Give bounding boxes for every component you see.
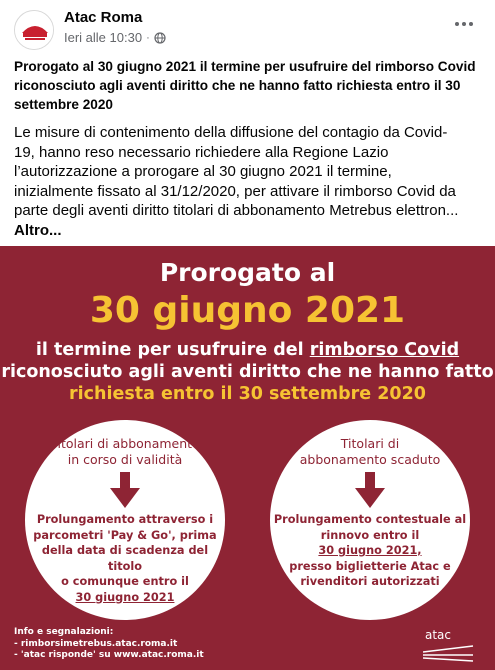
post-headline <box>14 57 484 114</box>
headline-line: settembre 2020 <box>14 97 113 112</box>
subtitle-text: il termine per usufruire del <box>35 340 310 360</box>
circle-detail-line: della data di scadenza del titolo <box>41 544 209 573</box>
headline-line: riconosciuto agli aventi diritto che ne hanno fatto richiesta entro il 30 <box>14 78 461 93</box>
body-line: inizialmente fissato al 31/12/2020, per attivare il rimborso Covid da <box>14 182 456 200</box>
circle-expired-subscription <box>270 420 470 620</box>
circle-detail <box>270 512 470 590</box>
circle-heading-line: Titolari di abbonamento <box>50 436 200 451</box>
body-line: 19, hanno reso necessario richiedere alla Regione Lazio <box>14 143 389 161</box>
atac-logo-icon <box>15 11 54 50</box>
page-name-link[interactable]: Atac Roma <box>64 9 143 26</box>
circle-valid-subscription <box>25 420 225 620</box>
post-meta <box>64 30 166 45</box>
avatar[interactable] <box>14 10 54 50</box>
arrow-down-icon <box>110 472 140 508</box>
info-line: - rimborsimetrebus.atac.roma.it <box>14 638 178 649</box>
image-title-date: 30 giugno 2021 <box>89 290 406 331</box>
info-line: - 'atac risponde' su www.atac.roma.it <box>14 650 204 660</box>
logo-stripes-icon <box>423 642 475 662</box>
post-timestamp[interactable]: Ieri alle 10:30 <box>64 30 143 45</box>
circle-detail-line: parcometri 'Pay & Go', prima <box>33 528 217 542</box>
atac-logo <box>423 628 475 660</box>
headline-line: Prorogato al 30 giugno 2021 il termine per usufruire del rimborso Covid <box>14 59 476 74</box>
image-subtitle-line3: richiesta entro il 30 settembre 2020 <box>69 384 426 404</box>
info-line: Info e segnalazioni: <box>14 627 114 637</box>
logo-text: atac <box>425 628 452 642</box>
circle-detail-line: rivenditori autorizzati <box>300 575 440 588</box>
circle-detail-line: rinnovo entro il <box>320 528 420 542</box>
post-body <box>14 123 488 240</box>
circle-detail <box>25 512 225 605</box>
circle-heading <box>25 436 225 468</box>
body-line: l’autorizzazione a prorogare al 30 giugno 2021 il termine, <box>14 163 392 180</box>
circle-heading-line: in corso di validità <box>67 452 183 467</box>
circle-heading <box>270 436 470 468</box>
post-image[interactable] <box>0 246 495 670</box>
info-contacts <box>14 627 204 662</box>
arrow-down-icon <box>355 472 385 508</box>
image-subtitle-line1 <box>0 340 495 360</box>
globe-icon[interactable] <box>154 32 166 44</box>
circle-detail-line: Prolungamento contestuale al <box>273 513 467 526</box>
circle-detail-date: 30 giugno 2021, <box>318 544 422 557</box>
body-line: Le misure di contenimento della diffusione del contagio da Covid- <box>14 124 448 141</box>
circle-detail-line: Prolungamento attraverso i <box>36 513 214 526</box>
body-line: parte degli aventi diritto titolari di abbonamento Metrebus elettron... <box>14 202 459 219</box>
post-header <box>0 0 495 52</box>
more-options-icon[interactable] <box>451 14 477 34</box>
see-more-link[interactable]: Altro... <box>14 221 62 239</box>
circle-heading-line: abbonamento scaduto <box>299 452 441 467</box>
circle-detail-date: 30 giugno 2021 <box>75 590 175 604</box>
meta-separator: · <box>146 31 150 44</box>
image-subtitle-line2: riconosciuto agli aventi diritto che ne hanno fatto <box>1 362 494 382</box>
circle-detail-line: o comunque entro il <box>61 575 189 588</box>
circle-heading-line: Titolari di <box>340 436 400 451</box>
subtitle-underlined: rimborso Covid <box>309 340 460 360</box>
circle-detail-line: presso biglietterie Atac e <box>289 559 451 573</box>
image-title-line1: Prorogato al <box>159 258 336 287</box>
